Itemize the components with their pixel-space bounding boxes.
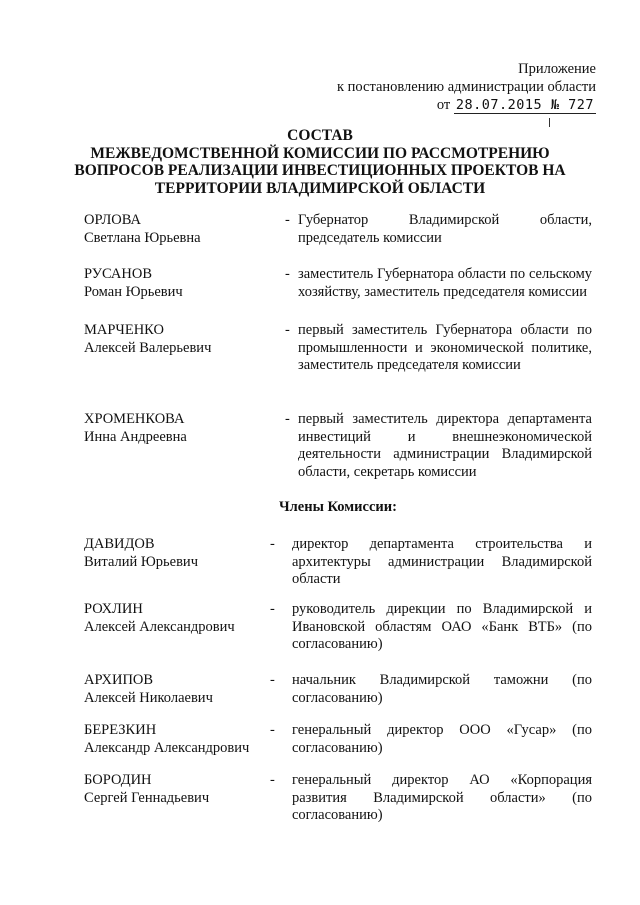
appendix-label: Приложение	[518, 61, 596, 77]
number-sign: №	[550, 97, 560, 113]
person-name	[84, 536, 274, 571]
person-given-name: Сергей Геннадьевич	[84, 789, 210, 806]
person-surname: БЕРЕЗКИН	[84, 722, 157, 738]
person-role: генеральный директор ООО «Гусар» (по согласованию)	[292, 722, 592, 756]
person-surname: ХРОМЕНКОВА	[84, 411, 185, 427]
person-surname: ДАВИДОВ	[84, 536, 155, 552]
title-line-1: СОСТАВ	[287, 127, 353, 144]
person-role: Губернатор Владимирской области, председатель комиссии	[298, 212, 592, 246]
document-title	[60, 127, 580, 197]
person-name	[84, 601, 274, 636]
person-role: генеральный директор АО «Корпорация развития Владимирской области» (по согласованию)	[292, 772, 592, 823]
person-role: директор департамента строительства и архитектуры администрации Владимирской области	[292, 536, 592, 587]
person-name	[84, 266, 274, 301]
dash: -	[285, 322, 290, 338]
person-surname: РОХЛИН	[84, 601, 143, 617]
person-given-name: Алексей Валерьевич	[84, 339, 212, 356]
dash: -	[270, 672, 275, 688]
appendix-block	[337, 60, 596, 114]
decree-date-value: 28.07.2015	[455, 97, 543, 113]
person-surname: МАРЧЕНКО	[84, 322, 164, 338]
person-given-name: Инна Андреевна	[84, 428, 187, 445]
title-line-4: ТЕРРИТОРИИ ВЛАДИМИРСКОЙ ОБЛАСТИ	[154, 179, 486, 197]
date-prefix: от	[436, 97, 451, 113]
person-given-name: Алексей Николаевич	[84, 689, 213, 706]
dash: -	[285, 411, 290, 427]
person-given-name: Виталий Юрьевич	[84, 553, 198, 570]
person-given-name: Александр Александрович	[84, 739, 250, 756]
decree-date	[454, 97, 596, 114]
person-name	[84, 322, 274, 357]
dash: -	[270, 601, 275, 617]
person-name	[84, 722, 274, 757]
person-given-name: Алексей Александрович	[84, 618, 235, 635]
person-surname: РУСАНОВ	[84, 266, 153, 282]
title-line-3: ВОПРОСОВ РЕАЛИЗАЦИИ ИНВЕСТИЦИОННЫХ ПРОЕКТОВ НА	[74, 162, 566, 179]
dash: -	[270, 722, 275, 738]
appendix-date-line	[337, 96, 596, 114]
person-name	[84, 672, 274, 707]
dash: -	[270, 772, 275, 788]
person-role: заместитель Губернатора области по сельскому хозяйству, заместитель председателя комиссии	[298, 266, 592, 300]
person-given-name: Роман Юрьевич	[84, 283, 183, 300]
person-name	[84, 411, 274, 446]
person-surname: АРХИПОВ	[84, 672, 154, 688]
person-role: первый заместитель директора департамента инвестиций и внешнеэкономической деятельности администрации Владимирской области, секретарь комиссии	[298, 411, 592, 480]
appendix-decree: к постановлению администрации области	[336, 79, 596, 95]
title-line-2: МЕЖВЕДОМСТВЕННОЙ КОМИССИИ ПО РАССМОТРЕНИЮ	[90, 144, 550, 162]
person-name	[84, 212, 274, 247]
dash: -	[270, 536, 275, 552]
decree-number: 727	[568, 97, 594, 113]
person-role: руководитель дирекции по Владимирской и Ивановской областям ОАО «Банк ВТБ» (по согласованию)	[292, 601, 592, 652]
person-role: начальник Владимирской таможни (по согласованию)	[292, 672, 592, 706]
members-heading: Члены Комиссии:	[279, 499, 397, 515]
person-name	[84, 772, 274, 807]
dash: -	[285, 212, 290, 228]
dash: -	[285, 266, 290, 282]
person-surname: БОРОДИН	[84, 772, 152, 788]
stray-mark	[549, 118, 550, 127]
person-surname: ОРЛОВА	[84, 212, 141, 228]
person-role: первый заместитель Губернатора области по промышленности и экономической политике, заместитель председателя комиссии	[298, 322, 592, 373]
person-given-name: Светлана Юрьевна	[84, 229, 201, 246]
